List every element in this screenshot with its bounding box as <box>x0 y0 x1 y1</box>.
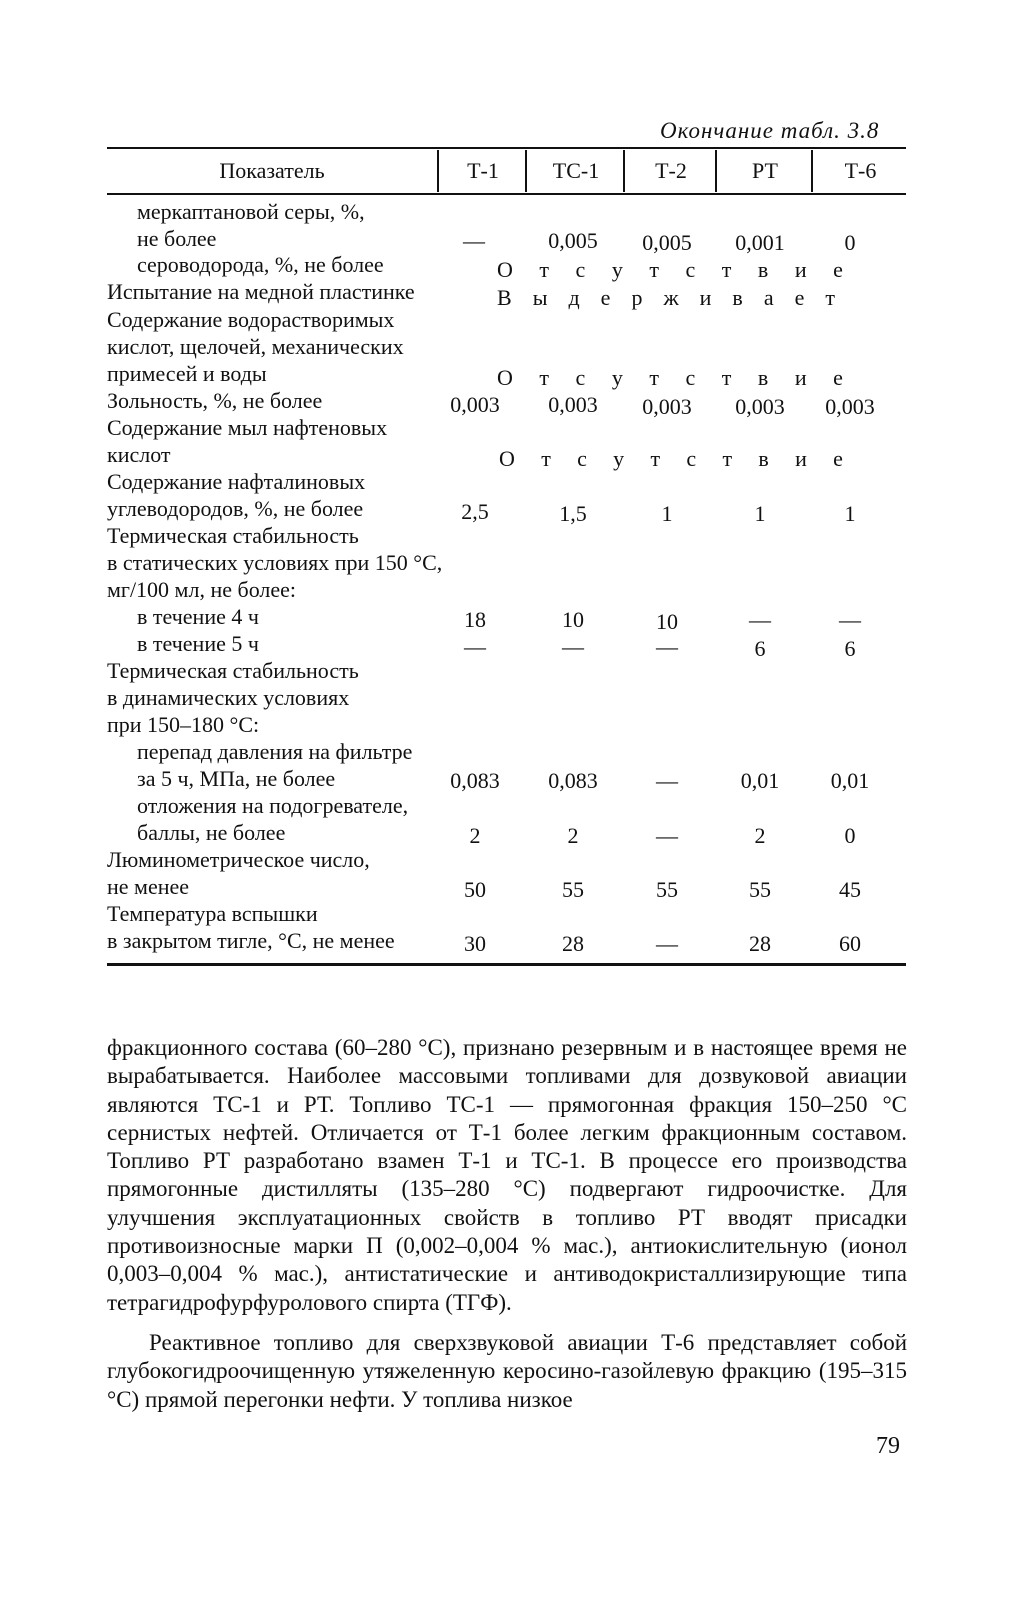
header-ts1: ТС-1 <box>525 150 625 192</box>
spread-letter: т <box>721 257 732 282</box>
table-label: за 5 ч, МПа, не более <box>137 766 336 791</box>
spread-letter: е <box>600 285 611 310</box>
table-label: в динамических условиях <box>107 685 350 710</box>
table-cell: 0,01 <box>830 768 870 793</box>
table-cell: 10 <box>562 607 584 632</box>
table-label: меркаптановой серы, %, <box>137 199 365 224</box>
spread-letter: е <box>833 257 843 282</box>
table-label: Содержание нафталиновых <box>107 469 366 494</box>
table-label: отложения на подогревателе, <box>137 793 409 818</box>
table-cell: 0 <box>844 823 856 848</box>
spread-letter: а <box>763 285 774 310</box>
header-t1: Т-1 <box>437 150 527 192</box>
body-paragraph: Реактивное топливо для сверхзвуковой авиации Т-6 представляет собой глубокогидроочищенную утяжеленную керосино-газойлевую фракцию (195–315 °С) прямой перегонки нефти. У топлива низкое <box>107 1330 907 1412</box>
table-cell: 0,005 <box>548 228 598 253</box>
table-cell: 0,003 <box>548 392 598 417</box>
table-cell: 0,01 <box>740 768 780 793</box>
table-label: баллы, не более <box>137 820 286 845</box>
spread-absent-water-soluble <box>497 366 843 390</box>
table-label: примесей и воды <box>107 361 267 386</box>
table-label: не более <box>137 226 217 251</box>
spread-letter: т <box>649 257 659 282</box>
spread-letter: т <box>721 365 732 390</box>
table-cell: 55 <box>562 877 584 902</box>
spread-letter: ж <box>663 285 679 310</box>
spread-letter: у <box>613 446 625 471</box>
table-cell: 0,003 <box>642 394 692 419</box>
spread-letter: и <box>699 285 712 310</box>
table-cell: 50 <box>464 877 486 902</box>
spread-absent-soaps <box>499 447 843 471</box>
table-cell: — <box>656 931 678 956</box>
table-label: Содержание мыл нафтеновых <box>107 415 388 440</box>
table-label: Люминометрическое число, <box>107 847 370 872</box>
table-label: Содержание водорастворимых <box>107 307 395 332</box>
table-cell: 6 <box>844 636 856 661</box>
spread-passes-copper-strip <box>497 286 835 310</box>
table-cell: — <box>839 607 861 632</box>
header-rt: РТ <box>715 150 813 192</box>
spread-letter: у <box>611 365 623 390</box>
table-cell: 0,083 <box>548 768 598 793</box>
table-label: Температура вспышки <box>107 901 318 926</box>
header-t6: Т-6 <box>811 150 908 192</box>
spread-letter: т <box>539 257 550 282</box>
table-label: мг/100 мл, не более: <box>107 577 297 602</box>
table-cell: 28 <box>749 931 771 956</box>
table-cell: 55 <box>656 877 678 902</box>
header-indicator: Показатель <box>219 158 325 183</box>
table-cell: 60 <box>839 931 861 956</box>
spread-letter: О <box>497 257 513 282</box>
table-cell: 0 <box>844 230 856 255</box>
spread-letter: т <box>825 285 835 310</box>
spread-letter: т <box>649 365 659 390</box>
spread-letter: с <box>685 365 696 390</box>
spread-letter: с <box>685 257 696 282</box>
spread-letter: у <box>611 257 623 282</box>
table-cell: 2 <box>567 823 579 848</box>
table-cell: — <box>656 634 678 659</box>
table-label: в течение 4 ч <box>137 604 259 629</box>
table-cell: — <box>562 634 584 659</box>
table-cell: 0,003 <box>450 392 500 417</box>
table-label: в закрытом тигле, °С, не менее <box>107 928 395 953</box>
spread-letter: с <box>577 446 587 471</box>
table-cell: 0,001 <box>735 230 785 255</box>
table-cell: 2 <box>754 823 766 848</box>
spread-letter: с <box>686 446 697 471</box>
spread-letter: т <box>650 446 661 471</box>
table-top-rule <box>107 147 906 149</box>
spread-letter: с <box>575 365 586 390</box>
table-label: Термическая стабильность <box>107 523 359 548</box>
table-label: кислот <box>107 442 171 467</box>
spread-letter: и <box>794 257 807 282</box>
table-label: в течение 5 ч <box>137 631 259 656</box>
table-cell: — <box>749 607 771 632</box>
table-label: кислот, щелочей, механических <box>107 334 404 359</box>
table-label: перепад давления на фильтре <box>137 739 413 764</box>
page-number: 79 <box>876 1433 900 1459</box>
table-cell: — <box>463 228 485 253</box>
table-cell: — <box>464 634 486 659</box>
table-label: Испытание на медной пластинке <box>107 279 415 304</box>
table-cell: 10 <box>656 609 678 634</box>
table-cell: 45 <box>839 877 861 902</box>
spread-letter: т <box>541 446 551 471</box>
spread-letter: В <box>497 285 512 310</box>
table-caption: Окончание табл. 3.8 <box>660 118 880 143</box>
table-label: не менее <box>107 874 190 899</box>
table-cell: 1 <box>754 501 766 526</box>
spread-letter: е <box>833 365 843 390</box>
table-cell: — <box>656 768 678 793</box>
table-cell: 2 <box>469 823 481 848</box>
table-label: Зольность, %, не более <box>107 388 323 413</box>
table-label: сероводорода, %, не более <box>137 252 384 277</box>
spread-letter: О <box>497 365 513 390</box>
spread-letter: е <box>794 285 805 310</box>
spread-letter: в <box>732 285 743 310</box>
table-cell: 0,003 <box>825 394 875 419</box>
table-cell: 18 <box>464 607 486 632</box>
table-cell: 1 <box>844 501 856 526</box>
table-label: Термическая стабильность <box>107 658 359 683</box>
spread-letter: т <box>722 446 733 471</box>
spread-letter: О <box>499 446 515 471</box>
header-t2: Т-2 <box>623 150 717 192</box>
table-cell: 28 <box>562 931 584 956</box>
table-header-rule <box>107 193 906 195</box>
spread-letter: д <box>568 285 580 310</box>
spread-letter: с <box>575 257 586 282</box>
spread-absent-hydrogen-sulfide <box>497 258 843 282</box>
spread-letter: в <box>758 446 769 471</box>
table-cell: 30 <box>464 931 486 956</box>
table-cell: 6 <box>754 636 766 661</box>
body-paragraph: фракционного состава (60–280 °С), признано резервным и в настоящее время не вырабатывается. Наиболее массовыми топливами для дозвуковой авиации являются ТС-1 и РТ. Топливо ТС-1 — прямогонная фракция 150–250 °С сернистых нефтей. Отличается от Т-1 более легким фракционным составом. Топливо РТ разработано взамен Т-1 и ТС-1. В процессе его производства прямогонные дистилляты (135–280 °С) подвергают гидроочистке. Для улучшения эксплуатационных свойств в топливо РТ вводят присадки противоизносные марки П (0,002–0,004 % мас.), антиокислительную (ионол 0,003–0,004 % мас.), антистатические и антиводокристаллизирующие типа тетрагидрофурфуролового спирта (ТГФ). <box>107 1035 907 1315</box>
table-label: углеводородов, %, не более <box>107 496 364 521</box>
table-label: в статических условиях при 150 °С, <box>107 550 443 575</box>
spread-letter: в <box>757 257 769 282</box>
spread-letter: т <box>539 365 550 390</box>
table-cell: 1 <box>661 501 673 526</box>
spread-letter: и <box>795 446 807 471</box>
spread-letter: в <box>757 365 769 390</box>
table-cell: 55 <box>749 877 771 902</box>
spread-letter: р <box>631 285 643 310</box>
table-cell: 0,005 <box>642 230 692 255</box>
table-cell: 0,083 <box>450 768 500 793</box>
spread-letter: е <box>833 446 843 471</box>
table-cell: 2,5 <box>461 499 489 524</box>
table-cell: 0,003 <box>735 394 785 419</box>
table-bottom-rule <box>107 963 906 966</box>
spread-letter: ы <box>532 285 548 310</box>
spread-letter: и <box>794 365 807 390</box>
table-label: при 150–180 °С: <box>107 712 260 737</box>
table-cell: — <box>656 823 678 848</box>
table-cell: 1,5 <box>559 501 587 526</box>
